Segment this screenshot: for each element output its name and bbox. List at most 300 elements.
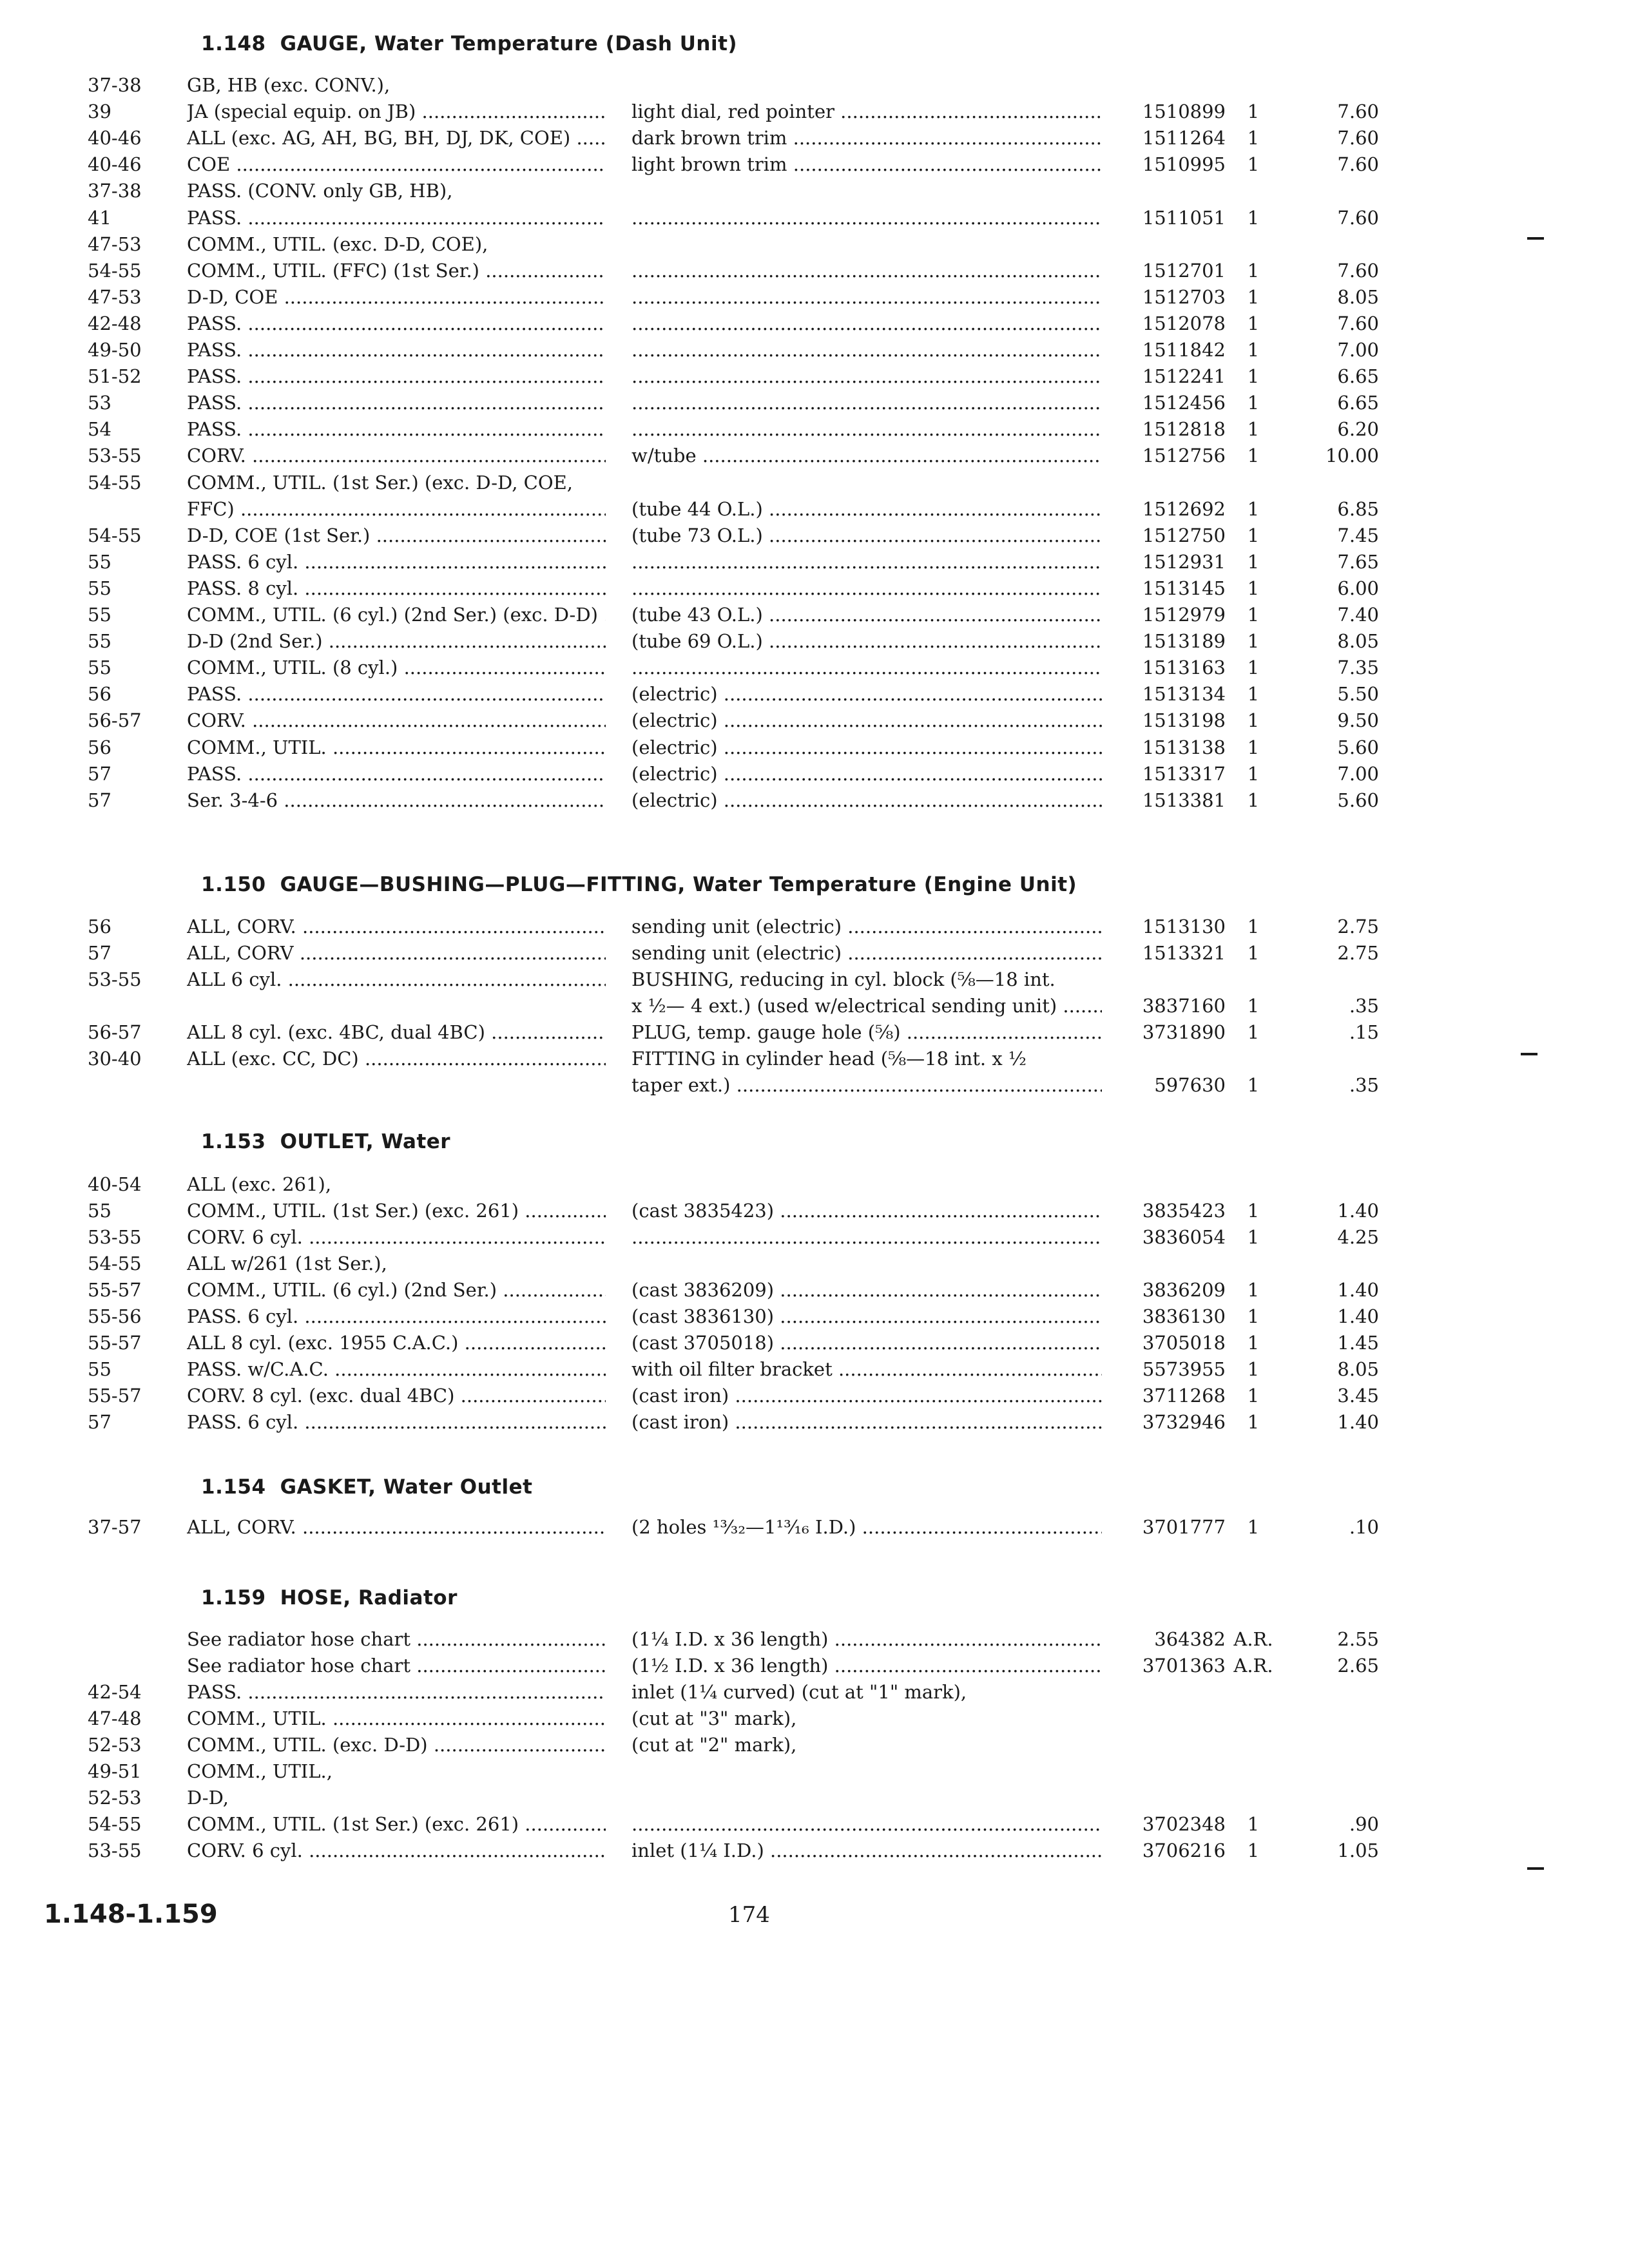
price: 7.60 [1337, 312, 1379, 334]
part-number: 1513189 [1142, 630, 1226, 653]
part-row [0, 258, 1629, 284]
part-row [0, 1330, 1629, 1356]
application: COE ..... [187, 151, 606, 178]
price: 6.00 [1337, 577, 1379, 599]
part-number: 3836130 [1142, 1305, 1226, 1327]
price: 6.85 [1337, 497, 1379, 520]
model-year: 51-52 [88, 365, 142, 388]
model-year: 54-55 [88, 1813, 142, 1835]
part-number: 1512931 [1142, 550, 1226, 573]
application: COMM., UTIL. (1st Ser.) (exc. 261) ..... [187, 1811, 606, 1838]
application: See radiator hose chart ..... [187, 1626, 606, 1653]
remark: w/tube ..... [631, 443, 1102, 469]
price: 7.45 [1337, 524, 1379, 546]
price: 3.45 [1337, 1385, 1379, 1407]
price: 6.65 [1337, 392, 1379, 414]
remark: x ½— 4 ext.) (used w/electrical sending unit) ..... [631, 993, 1102, 1019]
part-number: 3836054 [1142, 1226, 1226, 1248]
part-number: 1511842 [1142, 339, 1226, 361]
application: PASS. ..... [187, 761, 606, 787]
part-number: 1513130 [1142, 916, 1226, 937]
application: COMM., UTIL., [187, 1760, 333, 1782]
remark: (1½ I.D. x 36 length) ..... [631, 1653, 1102, 1679]
part-number: 1510995 [1142, 153, 1226, 176]
remark: (electric) ..... [631, 707, 1102, 734]
remark: with oil filter bracket ..... [631, 1356, 1102, 1383]
price: .90 [1349, 1813, 1379, 1835]
application: COMM., UTIL. (6 cyl.) (2nd Ser.) (exc. D-D) ..... [187, 602, 606, 628]
part-row [0, 496, 1629, 523]
application: COMM., UTIL. ..... [187, 1706, 606, 1732]
model-year: 55 [88, 550, 111, 573]
quantity: 1 [1247, 736, 1260, 758]
remark [631, 1811, 1102, 1838]
price: 7.60 [1337, 101, 1379, 123]
model-year: 47-48 [88, 1707, 142, 1729]
remark: (electric) ..... [631, 761, 1102, 787]
part-row [0, 1251, 1629, 1277]
part-number: 1512818 [1142, 418, 1226, 441]
section-number: 1.148 [201, 32, 266, 55]
price: 2.75 [1337, 942, 1379, 964]
part-row [0, 549, 1629, 575]
part-row [0, 125, 1629, 151]
part-row [0, 1811, 1629, 1838]
part-number: 3837160 [1142, 995, 1226, 1017]
remark: (electric) ..... [631, 681, 1102, 707]
section-heading [201, 1130, 450, 1160]
model-year: 40-46 [88, 153, 142, 176]
section-title: GAUGE, Water Temperature (Dash Unit) [280, 32, 738, 55]
part-row [0, 1653, 1629, 1679]
part-number: 3706216 [1142, 1840, 1226, 1861]
price: 10.00 [1325, 445, 1379, 467]
part-row [0, 416, 1629, 443]
part-row [0, 1277, 1629, 1303]
remark [631, 258, 1102, 284]
quantity: A.R. [1233, 1628, 1273, 1650]
application: ALL (exc. CC, DC) ..... [187, 1046, 606, 1072]
application: D-D (2nd Ser.) ..... [187, 628, 606, 655]
quantity: 1 [1247, 497, 1260, 520]
quantity: 1 [1247, 789, 1260, 811]
part-number: 1513198 [1142, 709, 1226, 732]
quantity: 1 [1247, 365, 1260, 388]
price: 1.40 [1337, 1279, 1379, 1301]
section-heading [201, 1475, 532, 1505]
price: 7.00 [1337, 339, 1379, 361]
part-row [0, 1046, 1629, 1072]
application: PASS. 6 cyl. ..... [187, 1303, 606, 1330]
application: See radiator hose chart ..... [187, 1653, 606, 1679]
part-row [0, 311, 1629, 337]
remark: (cast iron) ..... [631, 1383, 1102, 1409]
price: 1.40 [1337, 1305, 1379, 1327]
part-row [0, 681, 1629, 707]
quantity: 1 [1247, 445, 1260, 467]
model-year: 55 [88, 1200, 111, 1222]
quantity: 1 [1247, 153, 1260, 176]
part-row [0, 363, 1629, 390]
model-year: 41 [88, 206, 111, 229]
application: COMM., UTIL. (1st Ser.) (exc. 261) ..... [187, 1198, 606, 1224]
application: D-D, COE (1st Ser.) ..... [187, 523, 606, 549]
part-row [0, 72, 1629, 99]
remark: PLUG, temp. gauge hole (⅝) ..... [631, 1019, 1102, 1046]
section-heading [201, 1586, 458, 1616]
quantity: 1 [1247, 1840, 1260, 1861]
application: ALL, CORV. ..... [187, 914, 606, 940]
price: 6.20 [1337, 418, 1379, 441]
section-title: HOSE, Radiator [280, 1586, 458, 1610]
part-row [0, 1732, 1629, 1758]
quantity: 1 [1247, 916, 1260, 937]
application: COMM., UTIL. ..... [187, 735, 606, 761]
part-row [0, 940, 1629, 966]
price: 7.60 [1337, 153, 1379, 176]
application: PASS. ..... [187, 390, 606, 416]
quantity: 1 [1247, 1200, 1260, 1222]
footer-section-range: 1.148-1.159 [44, 1899, 218, 1929]
margin-mark [1521, 1053, 1537, 1055]
section-title: GASKET, Water Outlet [280, 1475, 533, 1499]
part-number: 1512456 [1142, 392, 1226, 414]
quantity: 1 [1247, 550, 1260, 573]
price: 6.65 [1337, 365, 1379, 388]
application: GB, HB (exc. CONV.), [187, 74, 390, 96]
quantity: 1 [1247, 1385, 1260, 1407]
part-row [0, 1514, 1629, 1541]
model-year: 54-55 [88, 259, 142, 282]
application: PASS. w/C.A.C. ..... [187, 1356, 606, 1383]
model-year: 53-55 [88, 1226, 142, 1248]
part-number: 1513134 [1142, 683, 1226, 706]
price: .35 [1349, 995, 1379, 1017]
model-year: 56 [88, 736, 111, 758]
price: 1.45 [1337, 1332, 1379, 1354]
part-number: 1512703 [1142, 285, 1226, 308]
section-heading [201, 873, 1077, 903]
part-number: 3835423 [1142, 1200, 1226, 1222]
application: PASS. ..... [187, 363, 606, 390]
part-row [0, 1409, 1629, 1436]
part-number: 1512241 [1142, 365, 1226, 388]
remark: FITTING in cylinder head (⅝—18 int. x ½ [631, 1048, 1027, 1070]
model-year: 40-54 [88, 1173, 142, 1195]
model-year: 53-55 [88, 1840, 142, 1861]
model-year: 47-53 [88, 285, 142, 308]
remark: inlet (1¼ I.D.) ..... [631, 1838, 1102, 1864]
application: PASS. ..... [187, 1679, 606, 1706]
remark: (2 holes ¹³⁄₃₂—1¹³⁄₁₆ I.D.) ..... [631, 1514, 1102, 1541]
application: COMM., UTIL. (6 cyl.) (2nd Ser.) ..... [187, 1277, 606, 1303]
quantity: 1 [1247, 418, 1260, 441]
part-number: 1512701 [1142, 259, 1226, 282]
remark: (cut at "3" mark), [631, 1707, 797, 1729]
model-year: 47-53 [88, 233, 142, 255]
part-row [0, 99, 1629, 125]
remark [631, 416, 1102, 443]
quantity: 1 [1247, 259, 1260, 282]
part-number: 1512078 [1142, 312, 1226, 334]
part-row [0, 914, 1629, 940]
part-number: 1512692 [1142, 497, 1226, 520]
model-year: 49-51 [88, 1760, 142, 1782]
application: CORV. ..... [187, 443, 606, 469]
part-number: 3701777 [1142, 1516, 1226, 1538]
model-year: 56 [88, 683, 111, 706]
price: 2.65 [1337, 1655, 1379, 1677]
part-number: 3705018 [1142, 1332, 1226, 1354]
application: ALL w/261 (1st Ser.), [187, 1253, 387, 1274]
part-row [0, 178, 1629, 204]
part-row [0, 1171, 1629, 1198]
application: ALL (exc. AG, AH, BG, BH, DJ, DK, COE) ..... [187, 125, 606, 151]
price: 7.60 [1337, 206, 1379, 229]
model-year: 39 [88, 101, 111, 123]
remark: (cast 3705018) ..... [631, 1330, 1102, 1356]
model-year: 55 [88, 604, 111, 626]
remark: sending unit (electric) ..... [631, 914, 1102, 940]
price: 8.05 [1337, 1358, 1379, 1380]
price: 5.50 [1337, 683, 1379, 706]
quantity: 1 [1247, 285, 1260, 308]
part-row [0, 523, 1629, 549]
remark: BUSHING, reducing in cyl. block (⅝—18 int. [631, 968, 1055, 990]
remark: (electric) ..... [631, 787, 1102, 814]
part-number: 1511264 [1142, 127, 1226, 149]
part-row [0, 1224, 1629, 1251]
application: ALL, CORV. ..... [187, 1514, 606, 1541]
application: PASS. ..... [187, 416, 606, 443]
model-year: 40-46 [88, 127, 142, 149]
section-number: 1.150 [201, 873, 266, 896]
part-number: 1513317 [1142, 762, 1226, 785]
model-year: 55-57 [88, 1279, 142, 1301]
part-number: 1512750 [1142, 524, 1226, 546]
quantity: 1 [1247, 995, 1260, 1017]
application: ALL 8 cyl. (exc. 1955 C.A.C.) ..... [187, 1330, 606, 1356]
part-row [0, 470, 1629, 496]
application: Ser. 3-4-6 ..... [187, 787, 606, 814]
price: 8.05 [1337, 630, 1379, 653]
price: 2.75 [1337, 916, 1379, 937]
model-year: 53-55 [88, 968, 142, 990]
application: ALL 8 cyl. (exc. 4BC, dual 4BC) ..... [187, 1019, 606, 1046]
price: 7.60 [1337, 259, 1379, 282]
model-year: 55 [88, 1358, 111, 1380]
page-number: 174 [728, 1902, 770, 1928]
application: COMM., UTIL. (exc. D-D, COE), [187, 233, 488, 255]
part-row [0, 1383, 1629, 1409]
remark: taper ext.) ..... [631, 1072, 1102, 1099]
model-year: 49-50 [88, 339, 142, 361]
section-number: 1.153 [201, 1130, 266, 1153]
part-row [0, 284, 1629, 311]
part-number: 3731890 [1142, 1021, 1226, 1043]
part-row [0, 787, 1629, 814]
price: 9.50 [1337, 709, 1379, 732]
remark: (tube 44 O.L.) ..... [631, 496, 1102, 523]
price: .35 [1349, 1074, 1379, 1096]
application: CORV. 8 cyl. (exc. dual 4BC) ..... [187, 1383, 606, 1409]
application: FFC) ..... [187, 496, 606, 523]
model-year: 42-54 [88, 1681, 142, 1703]
remark: light brown trim ..... [631, 151, 1102, 178]
model-year: 55-56 [88, 1305, 142, 1327]
application: D-D, COE ..... [187, 284, 606, 311]
part-number: 1512756 [1142, 445, 1226, 467]
part-number: 597630 [1154, 1074, 1226, 1096]
quantity: 1 [1247, 1305, 1260, 1327]
model-year: 37-38 [88, 74, 142, 96]
application: COMM., UTIL. (FFC) (1st Ser.) ..... [187, 258, 606, 284]
part-number: 364382 [1154, 1628, 1226, 1650]
price: .10 [1349, 1516, 1379, 1538]
model-year: 54-55 [88, 1253, 142, 1274]
part-number: 1513381 [1142, 789, 1226, 811]
part-row [0, 205, 1629, 231]
quantity: 1 [1247, 1279, 1260, 1301]
model-year: 55 [88, 630, 111, 653]
price: 7.40 [1337, 604, 1379, 626]
quantity: 1 [1247, 630, 1260, 653]
remark: (tube 73 O.L.) ..... [631, 523, 1102, 549]
remark [631, 205, 1102, 231]
part-row [0, 1019, 1629, 1046]
model-year: 54 [88, 418, 111, 441]
part-row [0, 1679, 1629, 1706]
price: 7.35 [1337, 657, 1379, 679]
part-number: 1512979 [1142, 604, 1226, 626]
remark [631, 575, 1102, 602]
price: .15 [1349, 1021, 1379, 1043]
model-year: 37-38 [88, 180, 142, 202]
remark: (cast 3836209) ..... [631, 1277, 1102, 1303]
quantity: 1 [1247, 657, 1260, 679]
model-year: 57 [88, 942, 111, 964]
part-row [0, 1626, 1629, 1653]
remark [631, 390, 1102, 416]
section-title: OUTLET, Water [280, 1130, 451, 1153]
part-number: 1513321 [1142, 942, 1226, 964]
quantity: 1 [1247, 1074, 1260, 1096]
part-row [0, 1785, 1629, 1811]
part-number: 3711268 [1142, 1385, 1226, 1407]
remark: (cut at "2" mark), [631, 1734, 797, 1756]
remark [631, 311, 1102, 337]
part-row [0, 655, 1629, 681]
quantity: 1 [1247, 1226, 1260, 1248]
part-row [0, 1072, 1629, 1099]
application: ALL, CORV ..... [187, 940, 606, 966]
part-row [0, 1706, 1629, 1732]
model-year: 57 [88, 1411, 111, 1433]
part-number: 3702348 [1142, 1813, 1226, 1835]
application: JA (special equip. on JB) ..... [187, 99, 606, 125]
part-number: 1510899 [1142, 101, 1226, 123]
price: 7.00 [1337, 762, 1379, 785]
section-number: 1.159 [201, 1586, 266, 1610]
part-row [0, 993, 1629, 1019]
model-year: 56-57 [88, 709, 142, 732]
model-year: 52-53 [88, 1734, 142, 1756]
remark [631, 284, 1102, 311]
section-number: 1.154 [201, 1475, 266, 1499]
price: 8.05 [1337, 285, 1379, 308]
part-row [0, 1758, 1629, 1785]
application: PASS. ..... [187, 311, 606, 337]
quantity: 1 [1247, 206, 1260, 229]
remark: (cast iron) ..... [631, 1409, 1102, 1436]
part-number: 1513138 [1142, 736, 1226, 758]
quantity: 1 [1247, 577, 1260, 599]
model-year: 42-48 [88, 312, 142, 334]
quantity: 1 [1247, 683, 1260, 706]
application: CORV. 6 cyl. ..... [187, 1224, 606, 1251]
part-row [0, 735, 1629, 761]
quantity: 1 [1247, 942, 1260, 964]
quantity: 1 [1247, 524, 1260, 546]
remark [631, 1224, 1102, 1251]
quantity: 1 [1247, 1332, 1260, 1354]
quantity: 1 [1247, 1021, 1260, 1043]
remark: sending unit (electric) ..... [631, 940, 1102, 966]
price: 5.60 [1337, 736, 1379, 758]
section-title: GAUGE—BUSHING—PLUG—FITTING, Water Temperature (Engine Unit) [280, 873, 1077, 896]
application: PASS. ..... [187, 337, 606, 363]
model-year: 30-40 [88, 1048, 142, 1070]
quantity: 1 [1247, 312, 1260, 334]
model-year: 55-57 [88, 1332, 142, 1354]
part-row [0, 151, 1629, 178]
quantity: A.R. [1233, 1655, 1273, 1677]
part-number: 1511051 [1142, 206, 1226, 229]
quantity: 1 [1247, 392, 1260, 414]
part-row [0, 231, 1629, 258]
remark: inlet (1¼ curved) (cut at "1" mark), [631, 1681, 967, 1703]
margin-mark [1527, 237, 1544, 240]
quantity: 1 [1247, 1813, 1260, 1835]
application: COMM., UTIL. (1st Ser.) (exc. D-D, COE, [187, 471, 574, 494]
part-row [0, 337, 1629, 363]
part-number: 3836209 [1142, 1279, 1226, 1301]
part-row [0, 1198, 1629, 1224]
remark [631, 363, 1102, 390]
quantity: 1 [1247, 762, 1260, 785]
quantity: 1 [1247, 1516, 1260, 1538]
part-row [0, 575, 1629, 602]
remark: (tube 43 O.L.) ..... [631, 602, 1102, 628]
part-number: 3732946 [1142, 1411, 1226, 1433]
application: COMM., UTIL. (exc. D-D) ..... [187, 1732, 606, 1758]
quantity: 1 [1247, 339, 1260, 361]
application: PASS. 8 cyl. ..... [187, 575, 606, 602]
model-year: 56-57 [88, 1021, 142, 1043]
part-row [0, 707, 1629, 734]
application: PASS. ..... [187, 205, 606, 231]
quantity: 1 [1247, 1358, 1260, 1380]
quantity: 1 [1247, 604, 1260, 626]
model-year: 55 [88, 657, 111, 679]
remark: (electric) ..... [631, 735, 1102, 761]
price: 1.40 [1337, 1200, 1379, 1222]
margin-mark [1527, 1867, 1544, 1870]
model-year: 57 [88, 789, 111, 811]
part-number: 3701363 [1142, 1655, 1226, 1677]
model-year: 56 [88, 916, 111, 937]
price: 7.60 [1337, 127, 1379, 149]
